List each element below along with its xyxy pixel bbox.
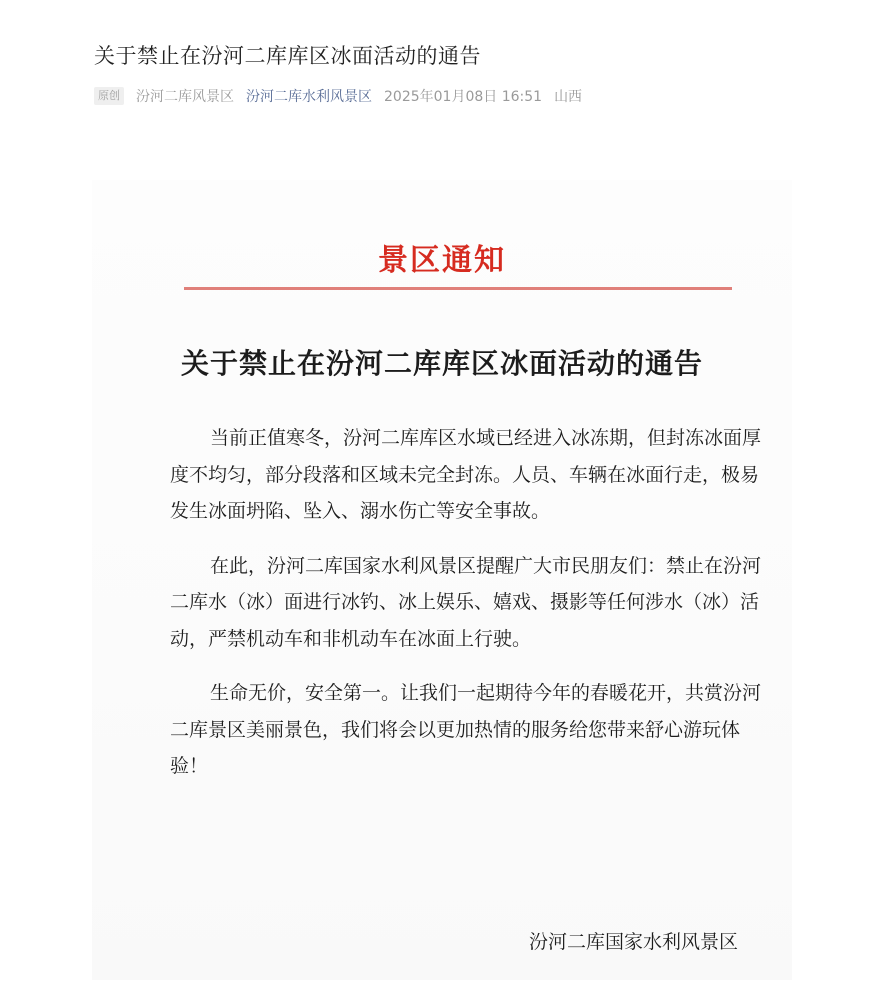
notice-signature: 汾河二库国家水利风景区 bbox=[528, 931, 738, 953]
article-title: 关于禁止在汾河二库库区冰面活动的通告 bbox=[94, 44, 481, 68]
publish-location: 山西 bbox=[554, 89, 583, 105]
notice-header: 景区通知 bbox=[378, 243, 506, 278]
publish-datetime: 2025年01月08日 16:51 bbox=[384, 89, 543, 105]
original-tag: 原创 bbox=[94, 87, 124, 105]
notice-body bbox=[170, 420, 770, 803]
notice-paragraph: 当前正值寒冬，汾河二库库区水域已经进入冰冻期，但封冻冰面厚度不均匀，部分段落和区域未完全封冻。人员、车辆在冰面行走，极易发生冰面坍陷、坠入、溺水伤亡等安全事故。 bbox=[170, 427, 762, 522]
notice-image bbox=[92, 180, 792, 980]
account-link[interactable]: 汾河二库水利风景区 bbox=[246, 89, 372, 105]
red-divider bbox=[184, 287, 732, 290]
notice-title: 关于禁止在汾河二库库区冰面活动的通告 bbox=[180, 347, 703, 380]
article-meta bbox=[94, 86, 582, 106]
notice-paragraph: 生命无价，安全第一。让我们一起期待今年的春暖花开，共赏汾河二库景区美丽景色，我们将会以更加热情的服务给您带来舒心游玩体验！ bbox=[170, 682, 762, 777]
author-name: 汾河二库风景区 bbox=[136, 89, 234, 105]
notice-paragraph: 在此，汾河二库国家水利风景区提醒广大市民朋友们：禁止在汾河二库水（冰）面进行冰钓、冰上娱乐、嬉戏、摄影等任何涉水（冰）活动，严禁机动车和非机动车在冰面上行驶。 bbox=[170, 554, 762, 650]
